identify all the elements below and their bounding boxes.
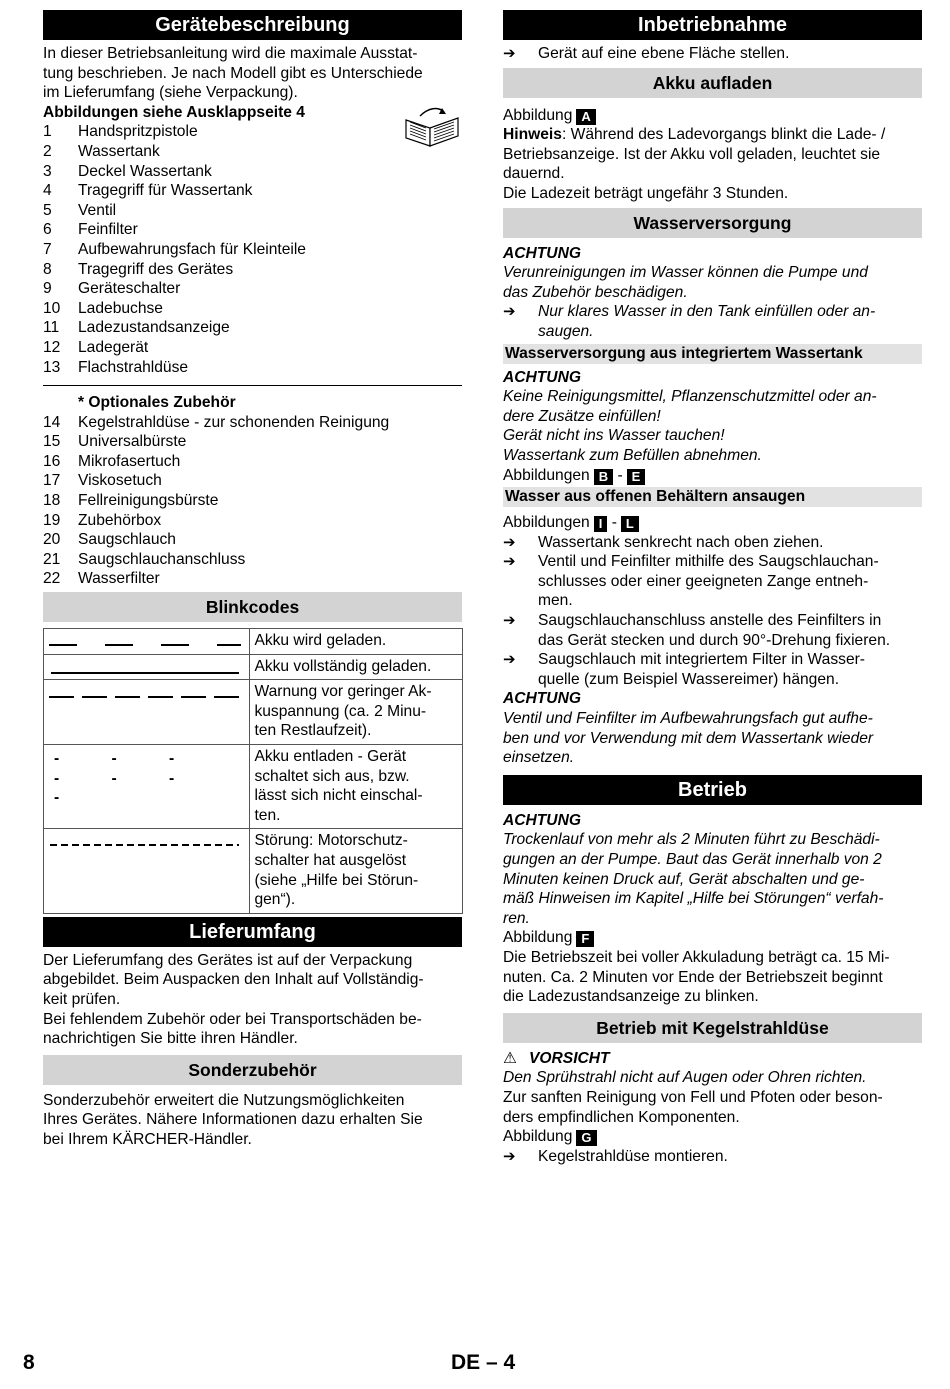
warning-line: Wassertank zum Befüllen abnehmen.	[503, 446, 762, 464]
subsection-title-offene-behaelter: Wasser aus offenen Behältern ansaugen	[503, 487, 922, 507]
text-line: Die Betriebszeit bei voller Akkuladung beträgt ca. 15 Mi-	[503, 948, 890, 966]
step-item	[503, 552, 922, 611]
list-item-text: Handspritzpistole	[78, 123, 198, 141]
figure-label: Abbildung	[503, 106, 573, 124]
table-row	[44, 629, 463, 655]
list-item-text: Ladebuchse	[78, 299, 163, 317]
figure-reference	[503, 106, 922, 126]
list-item-number: 19	[43, 511, 61, 529]
blink-description	[250, 654, 463, 680]
arrow-icon: ➔	[503, 45, 516, 62]
warning-line: ren.	[503, 909, 530, 927]
blink-line: Akku vollständig geladen.	[254, 657, 432, 675]
figure-badge: F	[576, 931, 594, 947]
list-item-text: Geräteschalter	[78, 280, 181, 298]
list-item-number: 2	[43, 142, 52, 160]
list-item-text: Flachstrahldüse	[78, 358, 189, 376]
blink-line: (siehe „Hilfe bei Störun-	[254, 871, 419, 889]
text-line: die Ladezustandsanzeige zu blinken.	[503, 988, 759, 1006]
figure-badge: I	[594, 516, 608, 532]
warning-line: einsetzen.	[503, 749, 575, 767]
arrow-icon: ➔	[503, 651, 516, 669]
section-title-inbetriebnahme: Inbetriebnahme	[503, 10, 922, 40]
figure-badge: L	[621, 516, 639, 532]
hinweis-label: Hinweis	[503, 126, 562, 144]
list-item	[43, 240, 462, 260]
optional-list	[43, 413, 462, 589]
text-line: Betriebsanzeige. Ist der Akku voll geladen, leuchtet sie	[503, 145, 881, 163]
blink-description	[250, 745, 463, 829]
list-item-number: 16	[43, 452, 61, 470]
step-line: men.	[538, 592, 573, 610]
step-item	[503, 302, 922, 341]
table-row	[44, 680, 463, 745]
step-item	[503, 611, 922, 650]
list-item	[43, 358, 462, 378]
list-item-number: 18	[43, 492, 61, 510]
list-item-number: 6	[43, 221, 52, 239]
step-text: Gerät auf eine ebene Fläche stellen.	[538, 45, 790, 62]
achtung-label: ACHTUNG	[503, 368, 581, 386]
text-line: Bei fehlendem Zubehör oder bei Transportschäden be-	[43, 1010, 422, 1028]
vorsicht-label	[503, 1049, 922, 1069]
step-line: das Gerät stecken und durch 90°-Drehung fixieren.	[538, 631, 891, 649]
blink-pattern-steady	[44, 654, 250, 680]
list-item	[43, 569, 462, 589]
list-item-text: Ventil	[78, 201, 117, 219]
list-item	[43, 162, 462, 182]
list-item-text: Zubehörbox	[78, 511, 162, 529]
list-item-text: Feinfilter	[78, 221, 138, 239]
blink-line: ten Restlaufzeit).	[254, 722, 372, 740]
list-item-text: Tragegriff für Wassertank	[78, 182, 253, 200]
blink-line: kuspannung (ca. 2 Minu-	[254, 702, 427, 720]
text-line: Ihres Gerätes. Nähere Informationen dazu erhalten Sie	[43, 1111, 423, 1129]
text-line: Zur sanften Reinigung von Fell und Pfoten oder beson-	[503, 1088, 883, 1106]
blink-pattern-short	[44, 745, 250, 829]
figure-reference	[503, 513, 922, 533]
step-line: Saugschlauch mit integriertem Filter in Wasser-	[538, 651, 865, 669]
list-item-number: 9	[43, 280, 52, 298]
list-item	[43, 260, 462, 280]
list-item-number: 17	[43, 472, 61, 490]
step-line: Nur klares Wasser in den Tank einfüllen oder an-	[538, 303, 876, 321]
list-item-number: 11	[43, 319, 60, 337]
optional-title: * Optionales Zubehör	[78, 394, 236, 412]
table-row	[44, 654, 463, 680]
page-number: 8	[23, 1351, 35, 1374]
warning-line: Gerät nicht ins Wasser tauchen!	[503, 427, 725, 445]
section-title-geraetebeschreibung: Gerätebeschreibung	[43, 10, 462, 40]
step-item	[503, 1147, 922, 1167]
list-item	[43, 299, 462, 319]
warning-triangle-icon: ⚠	[503, 1049, 517, 1067]
step-item	[503, 44, 922, 64]
step-line: saugen.	[538, 322, 594, 340]
step-text	[538, 611, 890, 650]
list-item	[43, 338, 462, 358]
section-title-sonderzubehoer: Sonderzubehör	[43, 1055, 462, 1085]
achtung-label: ACHTUNG	[503, 811, 581, 829]
arrow-icon: ➔	[503, 553, 516, 571]
list-item-text: Ladegerät	[78, 338, 149, 356]
achtung-label: ACHTUNG	[503, 690, 581, 708]
list-item-number: 7	[43, 240, 52, 258]
list-item	[43, 550, 462, 570]
intro-line: im Lieferumfang (siehe Verpackung).	[43, 84, 298, 102]
warning-line: mäß Hinweisen im Kapitel „Hilfe bei Störungen“ verfah-	[503, 890, 884, 908]
figure-label: Abbildungen	[503, 466, 590, 484]
section-page-label: DE – 4	[451, 1351, 516, 1374]
list-item-number: 3	[43, 162, 52, 180]
warning-line: gungen an der Pumpe. Baut das Gerät innerhalb von 2	[503, 851, 882, 868]
section-title-kegelstrahlduese: Betrieb mit Kegelstrahldüse	[503, 1013, 922, 1043]
list-item-number: 22	[43, 570, 61, 588]
table-row	[44, 829, 463, 913]
step-line: schlusses oder einer geeigneten Zange entneh-	[538, 572, 869, 590]
list-item	[43, 220, 462, 240]
list-item-text: Aufbewahrungsfach für Kleinteile	[78, 240, 306, 258]
section-title-betrieb: Betrieb	[503, 775, 922, 805]
list-item-text: Saugschlauch	[78, 531, 176, 549]
text-line: Die Ladezeit beträgt ungefähr 3 Stunden.	[503, 184, 789, 202]
warning-line: das Zubehör beschädigen.	[503, 283, 688, 301]
figure-badge: B	[594, 469, 613, 485]
subsection-title-integrierter-tank: Wasserversorgung aus integriertem Wassertank	[503, 344, 922, 364]
figure-badge: G	[576, 1130, 596, 1146]
arrow-icon: ➔	[503, 612, 516, 630]
list-item	[43, 511, 462, 531]
blinkcode-table	[43, 628, 463, 914]
text-line: dauernd.	[503, 165, 565, 183]
section-title-blinkcodes: Blinkcodes	[43, 592, 462, 622]
blink-line: gen“).	[254, 891, 296, 909]
blink-pattern-dots: - - - - - - -	[54, 750, 199, 807]
list-item	[43, 201, 462, 221]
blink-line: Warnung vor geringer Ak-	[254, 683, 432, 701]
warning-line: Trockenlauf von mehr als 2 Minuten führt zu Beschädi-	[503, 831, 880, 849]
table-row	[44, 745, 463, 829]
list-item	[43, 413, 462, 433]
blink-pattern-medium	[44, 680, 250, 745]
list-item	[43, 491, 462, 511]
text-line: nuten. Ca. 2 Minuten vor Ende der Betriebszeit beginnt	[503, 968, 883, 986]
list-item-text: Tragegriff des Gerätes	[78, 260, 234, 278]
list-item	[43, 432, 462, 452]
list-item-number: 1	[43, 123, 52, 141]
figure-label: Abbildung	[503, 1128, 573, 1146]
text-line: Der Lieferumfang des Gerätes ist auf der Verpackung	[43, 951, 413, 969]
list-item-number: 14	[43, 413, 61, 431]
list-item-number: 20	[43, 531, 61, 549]
arrow-icon: ➔	[503, 1147, 516, 1165]
list-item	[43, 279, 462, 299]
arrow-icon: ➔	[503, 533, 516, 551]
list-item	[43, 122, 462, 142]
figure-reference	[503, 466, 922, 486]
list-item	[43, 530, 462, 550]
figure-badge: E	[627, 469, 646, 485]
blink-description	[250, 629, 463, 655]
step-line: Ventil und Feinfilter mithilfe des Saugschlauchan-	[538, 553, 879, 571]
blink-description	[250, 829, 463, 913]
list-item	[43, 142, 462, 162]
fold-out-book-icon	[402, 106, 462, 148]
step-text: Kegelstrahldüse montieren.	[538, 1147, 728, 1165]
text-line: bei Ihrem KÄRCHER-Händler.	[43, 1130, 252, 1148]
step-text	[538, 533, 823, 553]
list-item-text: Saugschlauchanschluss	[78, 550, 246, 568]
list-item-text: Viskosetuch	[78, 472, 162, 490]
figure-reference	[503, 928, 922, 948]
figure-label: Abbildung	[503, 929, 573, 947]
warning-line: ben und vor Verwendung mit dem Wassertank wieder	[503, 729, 874, 747]
intro-line: In dieser Betriebsanleitung wird die maximale Ausstat-	[43, 45, 418, 62]
list-item-number: 10	[43, 299, 61, 317]
text-line: Sonderzubehör erweitert die Nutzungsmöglichkeiten	[43, 1091, 405, 1109]
list-item-number: 15	[43, 433, 61, 451]
right-column	[503, 10, 922, 1166]
list-item-text: Wasserfilter	[78, 570, 160, 588]
step-text	[538, 302, 875, 341]
step-item	[503, 533, 922, 553]
warning-line: Verunreinigungen im Wasser können die Pumpe und	[503, 264, 868, 282]
list-item-number: 4	[43, 182, 52, 200]
list-item	[43, 452, 462, 472]
figure-reference	[503, 1127, 922, 1147]
divider	[43, 385, 462, 386]
blink-line: schaltet sich aus, bzw.	[254, 767, 410, 785]
step-line: quelle (zum Beispiel Wassereimer) hängen.	[538, 670, 840, 688]
figure-badge: A	[576, 109, 595, 125]
list-item-number: 21	[43, 550, 61, 568]
list-item-number: 12	[43, 338, 61, 356]
step-line: Saugschlauchanschluss anstelle des Feinfilters in	[538, 612, 882, 630]
blink-line: Akku entladen - Gerät	[254, 748, 407, 765]
blink-pattern-fast	[44, 829, 250, 913]
warning-line: Minuten keinen Druck auf, Gerät abschalten und ge-	[503, 870, 865, 888]
step-line: Wassertank senkrecht nach oben ziehen.	[538, 533, 824, 551]
text-line: keit prüfen.	[43, 990, 121, 1008]
blink-line: lässt sich nicht einschal-	[254, 787, 423, 805]
blink-description	[250, 680, 463, 745]
section-title-wasserversorgung: Wasserversorgung	[503, 208, 922, 238]
blink-pattern-slow	[44, 629, 250, 655]
warning-line: dere Zusätze einfüllen!	[503, 407, 661, 425]
text-line: nachrichtigen Sie bitte ihren Händler.	[43, 1030, 298, 1048]
blink-line: Störung: Motorschutz-	[254, 832, 408, 850]
text-line: abgebildet. Beim Auspacken den Inhalt auf Vollständig-	[43, 971, 424, 989]
blink-line: ten.	[254, 806, 281, 824]
warning-line: Ventil und Feinfilter im Aufbewahrungsfach gut aufhe-	[503, 710, 873, 728]
parts-list	[43, 122, 462, 377]
list-item	[43, 471, 462, 491]
warning-line: Den Sprühstrahl nicht auf Augen oder Ohren richten.	[503, 1069, 867, 1087]
abbildungen-note: Abbildungen siehe Ausklappseite 4	[43, 103, 305, 121]
list-item-text: Fellreinigungsbürste	[78, 492, 219, 510]
range-dash: -	[617, 466, 623, 484]
arrow-icon: ➔	[503, 303, 516, 321]
list-item-text: Kegelstrahldüse - zur schonenden Reinigung	[78, 413, 390, 431]
section-title-akku-aufladen: Akku aufladen	[503, 68, 922, 98]
vorsicht-text: VORSICHT	[529, 1049, 610, 1067]
step-item	[503, 650, 922, 689]
achtung-label: ACHTUNG	[503, 244, 581, 262]
step-list	[503, 533, 922, 690]
list-item-number: 5	[43, 201, 52, 219]
left-column	[43, 10, 462, 1150]
list-item-number: 8	[43, 260, 52, 278]
list-item-number: 13	[43, 358, 61, 376]
list-item-text: Wassertank	[78, 142, 160, 160]
section-title-lieferumfang: Lieferumfang	[43, 917, 462, 947]
hinweis-line	[503, 125, 922, 145]
warning-line: Keine Reinigungsmittel, Pflanzenschutzmittel oder an-	[503, 388, 877, 406]
list-item-text: Deckel Wassertank	[78, 162, 212, 180]
list-item-text: Universalbürste	[78, 433, 187, 451]
step-text	[538, 552, 879, 611]
text-line: ders empfindlichen Komponenten.	[503, 1108, 740, 1126]
list-item	[43, 318, 462, 338]
list-item	[43, 181, 462, 201]
figure-label: Abbildungen	[503, 514, 590, 532]
step-text	[538, 650, 865, 689]
blink-line: schalter hat ausgelöst	[254, 851, 407, 869]
hinweis-text: : Während des Ladevorgangs blinkt die Lade- /	[561, 126, 886, 144]
intro-line: tung beschrieben. Je nach Modell gibt es Unterschiede	[43, 64, 423, 82]
range-dash: -	[611, 514, 617, 532]
blink-line: Akku wird geladen.	[254, 632, 387, 650]
list-item-text: Ladezustandsanzeige	[78, 319, 230, 337]
list-item-text: Mikrofasertuch	[78, 452, 181, 470]
